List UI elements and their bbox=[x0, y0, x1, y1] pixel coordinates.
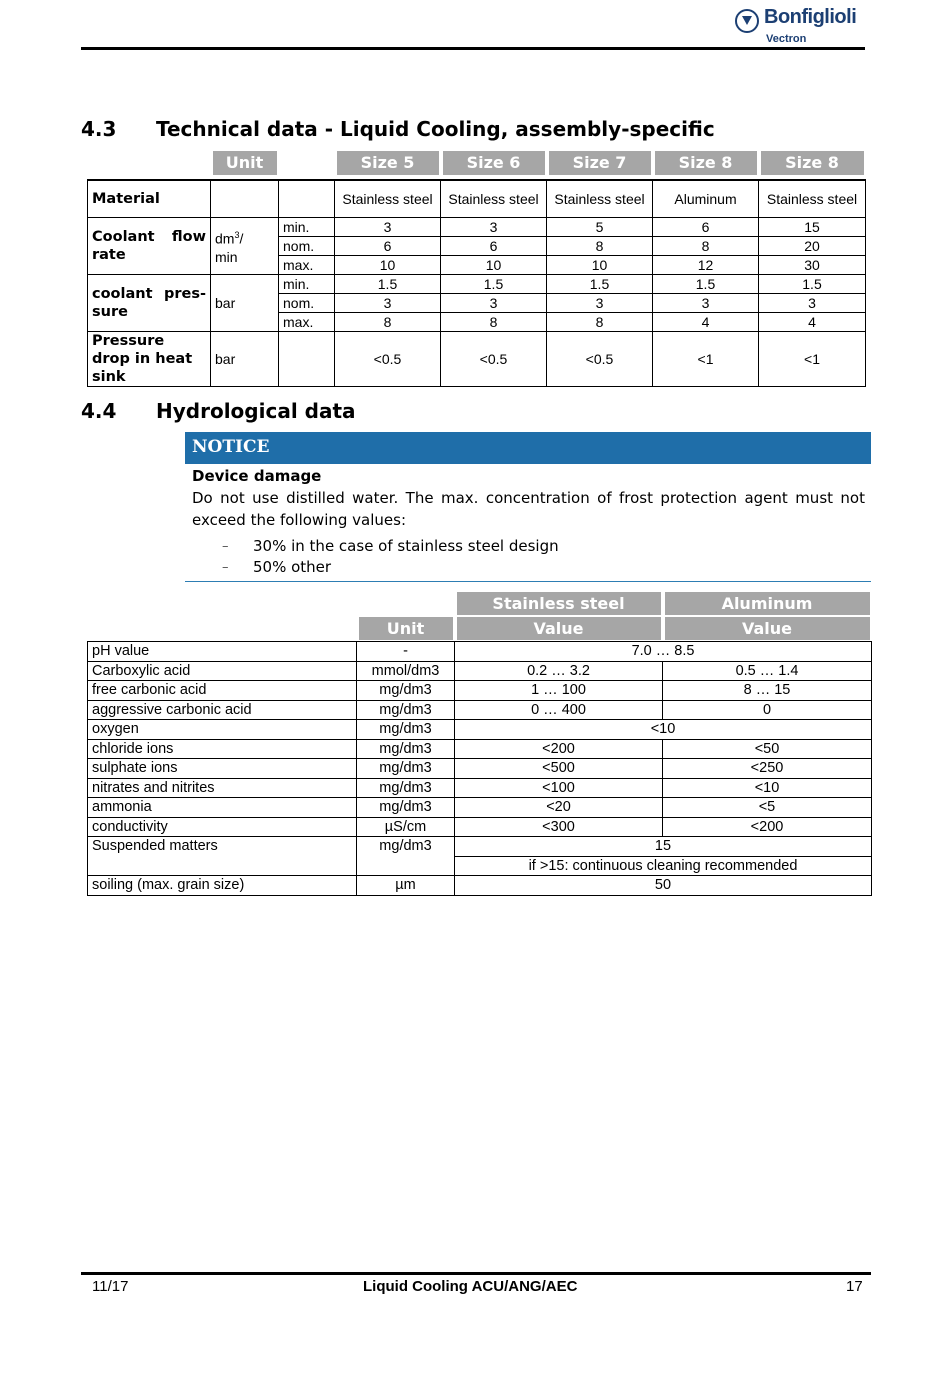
ss-value: 0.2 … 3.2 bbox=[455, 661, 663, 681]
ss-value: <20 bbox=[455, 798, 663, 818]
ss-value: <200 bbox=[455, 739, 663, 759]
cell: 3 bbox=[441, 294, 547, 313]
row-unit: mg/dm3 bbox=[357, 778, 455, 798]
ss-value: <100 bbox=[455, 778, 663, 798]
header-rule bbox=[81, 47, 865, 50]
sub-label: nom. bbox=[279, 237, 335, 256]
size-header: Size 7 bbox=[549, 151, 651, 175]
section-44-title: Hydrological data bbox=[156, 399, 356, 423]
brand-name: Bonfiglioli bbox=[764, 6, 857, 28]
material-row bbox=[88, 180, 866, 218]
al-value: 8 … 15 bbox=[663, 681, 872, 701]
group-header: Aluminum bbox=[665, 592, 870, 615]
footer-date: 11/17 bbox=[92, 1278, 129, 1295]
material-value: Stainless steel bbox=[335, 180, 441, 218]
footer-page: 17 bbox=[846, 1278, 863, 1295]
cell: 8 bbox=[335, 313, 441, 332]
ss-value: 0 … 400 bbox=[455, 700, 663, 720]
row-label: Pressure drop in heat sink bbox=[88, 332, 211, 387]
notice-text: Do not use distilled water. The max. concentration of frost protection agent must not exceed the following values: bbox=[192, 489, 865, 529]
merged-value: 7.0 … 8.5 bbox=[455, 642, 872, 662]
notice-rule bbox=[185, 581, 871, 582]
notice-label: NOTICE bbox=[192, 437, 270, 457]
sub-label: min. bbox=[279, 275, 335, 294]
table-row bbox=[88, 739, 872, 759]
merged-value: 15 bbox=[455, 837, 872, 857]
cell: 6 bbox=[335, 237, 441, 256]
al-value: <200 bbox=[663, 817, 872, 837]
cell: 8 bbox=[547, 237, 653, 256]
cell: 4 bbox=[653, 313, 759, 332]
table-row bbox=[88, 642, 872, 662]
cell: 3 bbox=[441, 218, 547, 237]
cell: 10 bbox=[547, 256, 653, 275]
row-name: oxygen bbox=[88, 720, 357, 740]
cell: 1.5 bbox=[335, 275, 441, 294]
size-header-row bbox=[88, 151, 866, 180]
material-value: Stainless steel bbox=[759, 180, 866, 218]
row-name: nitrates and nitrites bbox=[88, 778, 357, 798]
cell: 3 bbox=[759, 294, 866, 313]
cell: 3 bbox=[547, 294, 653, 313]
material-value: Stainless steel bbox=[547, 180, 653, 218]
row-name: sulphate ions bbox=[88, 759, 357, 779]
logo-icon bbox=[735, 9, 759, 33]
cell: 5 bbox=[547, 218, 653, 237]
row-label: Material bbox=[88, 180, 211, 218]
table-row bbox=[88, 720, 872, 740]
row-unit: - bbox=[357, 642, 455, 662]
table-row bbox=[88, 778, 872, 798]
cell: 3 bbox=[335, 294, 441, 313]
notice-bullet: 30% in the case of stainless steel design bbox=[253, 537, 559, 555]
row-name: free carbonic acid bbox=[88, 681, 357, 701]
row-unit: mg/dm3 bbox=[357, 759, 455, 779]
table-row bbox=[88, 661, 872, 681]
table-row bbox=[88, 700, 872, 720]
cell: 20 bbox=[759, 237, 866, 256]
cell: 15 bbox=[759, 218, 866, 237]
row-unit: mg/dm3 bbox=[357, 798, 455, 818]
cell: 30 bbox=[759, 256, 866, 275]
size-header: Size 8 bbox=[655, 151, 757, 175]
al-value: 0.5 … 1.4 bbox=[663, 661, 872, 681]
cell: 8 bbox=[653, 237, 759, 256]
merged-value: 50 bbox=[455, 876, 872, 896]
cell: 12 bbox=[653, 256, 759, 275]
cell: 10 bbox=[335, 256, 441, 275]
cell: 1.5 bbox=[759, 275, 866, 294]
cell: <1 bbox=[759, 332, 866, 387]
notice-heading: Device damage bbox=[192, 467, 322, 485]
table-row bbox=[88, 837, 872, 857]
row-name: chloride ions bbox=[88, 739, 357, 759]
al-value: <250 bbox=[663, 759, 872, 779]
table-row bbox=[88, 798, 872, 818]
sub-label: max. bbox=[279, 313, 335, 332]
row-name: ammonia bbox=[88, 798, 357, 818]
column-header: Value bbox=[665, 617, 870, 640]
cell: 6 bbox=[441, 237, 547, 256]
cell: 10 bbox=[441, 256, 547, 275]
row-label: coolant pres- sure bbox=[88, 275, 211, 332]
row-unit: µS/cm bbox=[357, 817, 455, 837]
cell: 8 bbox=[547, 313, 653, 332]
cell: 1.5 bbox=[547, 275, 653, 294]
row-name: conductivity bbox=[88, 817, 357, 837]
cell: 6 bbox=[653, 218, 759, 237]
cell: <0.5 bbox=[547, 332, 653, 387]
ss-value: 1 … 100 bbox=[455, 681, 663, 701]
column-header-row bbox=[88, 616, 872, 642]
row-label: Coolant flow rate bbox=[88, 218, 211, 275]
cell: 3 bbox=[335, 218, 441, 237]
row-name: aggressive carbonic acid bbox=[88, 700, 357, 720]
footer-title: Liquid Cooling ACU/ANG/AEC bbox=[363, 1278, 578, 1295]
row-unit: mg/dm3 bbox=[357, 739, 455, 759]
section-43-number: 4.3 bbox=[81, 117, 117, 141]
row-name: Carboxylic acid bbox=[88, 661, 357, 681]
cell: 1.5 bbox=[653, 275, 759, 294]
row-name: pH value bbox=[88, 642, 357, 662]
row-unit: mg/dm3 bbox=[357, 720, 455, 740]
size-header: Size 8 bbox=[761, 151, 864, 175]
row-unit: mmol/dm3 bbox=[357, 661, 455, 681]
bullet-dash: – bbox=[222, 539, 229, 554]
group-header-row bbox=[88, 591, 872, 616]
row-unit: $dm^3/$ min bbox=[211, 218, 279, 275]
brand-sub: Vectron bbox=[766, 33, 807, 45]
row-unit: bar bbox=[211, 332, 279, 387]
al-value: <5 bbox=[663, 798, 872, 818]
hydrological-table bbox=[87, 591, 872, 896]
ss-value: <500 bbox=[455, 759, 663, 779]
table-row bbox=[88, 876, 872, 896]
pressure-drop-row bbox=[88, 332, 866, 387]
table-row bbox=[88, 817, 872, 837]
ss-value: <300 bbox=[455, 817, 663, 837]
size-header: Size 5 bbox=[337, 151, 439, 175]
merged-value: <10 bbox=[455, 720, 872, 740]
cell: <1 bbox=[653, 332, 759, 387]
technical-data-table bbox=[87, 151, 866, 387]
column-header: Unit bbox=[359, 617, 453, 640]
cell: <0.5 bbox=[441, 332, 547, 387]
al-value: <10 bbox=[663, 778, 872, 798]
al-value: 0 bbox=[663, 700, 872, 720]
row-name: Suspended matters bbox=[88, 837, 357, 876]
table-row bbox=[88, 759, 872, 779]
brand-logo bbox=[735, 6, 870, 48]
unit-header: Unit bbox=[213, 151, 277, 175]
group-header: Stainless steel bbox=[457, 592, 661, 615]
flow-row bbox=[88, 218, 866, 237]
column-header: Value bbox=[457, 617, 661, 640]
row-unit: µm bbox=[357, 876, 455, 896]
notice-bullet: 50% other bbox=[253, 558, 332, 576]
table-row bbox=[88, 681, 872, 701]
notice-bar bbox=[185, 432, 871, 464]
cell: <0.5 bbox=[335, 332, 441, 387]
sub-label: max. bbox=[279, 256, 335, 275]
row-unit: mg/dm3 bbox=[357, 837, 455, 876]
row-unit: mg/dm3 bbox=[357, 681, 455, 701]
row-name: soiling (max. grain size) bbox=[88, 876, 357, 896]
footer-rule bbox=[81, 1272, 871, 1275]
sub-label: min. bbox=[279, 218, 335, 237]
cell: 3 bbox=[653, 294, 759, 313]
row-unit: bar bbox=[211, 275, 279, 332]
pressure-row bbox=[88, 275, 866, 294]
sub-label: nom. bbox=[279, 294, 335, 313]
material-value: Stainless steel bbox=[441, 180, 547, 218]
row-unit: mg/dm3 bbox=[357, 700, 455, 720]
size-header: Size 6 bbox=[443, 151, 545, 175]
material-value: Aluminum bbox=[653, 180, 759, 218]
al-value: <50 bbox=[663, 739, 872, 759]
bullet-dash: – bbox=[222, 560, 229, 575]
section-44-number: 4.4 bbox=[81, 399, 117, 423]
cell: 1.5 bbox=[441, 275, 547, 294]
section-43-title: Technical data - Liquid Cooling, assembly-specific bbox=[156, 117, 715, 141]
cell: 4 bbox=[759, 313, 866, 332]
merged-note: if >15: continuous cleaning recommended bbox=[455, 856, 872, 876]
cell: 8 bbox=[441, 313, 547, 332]
